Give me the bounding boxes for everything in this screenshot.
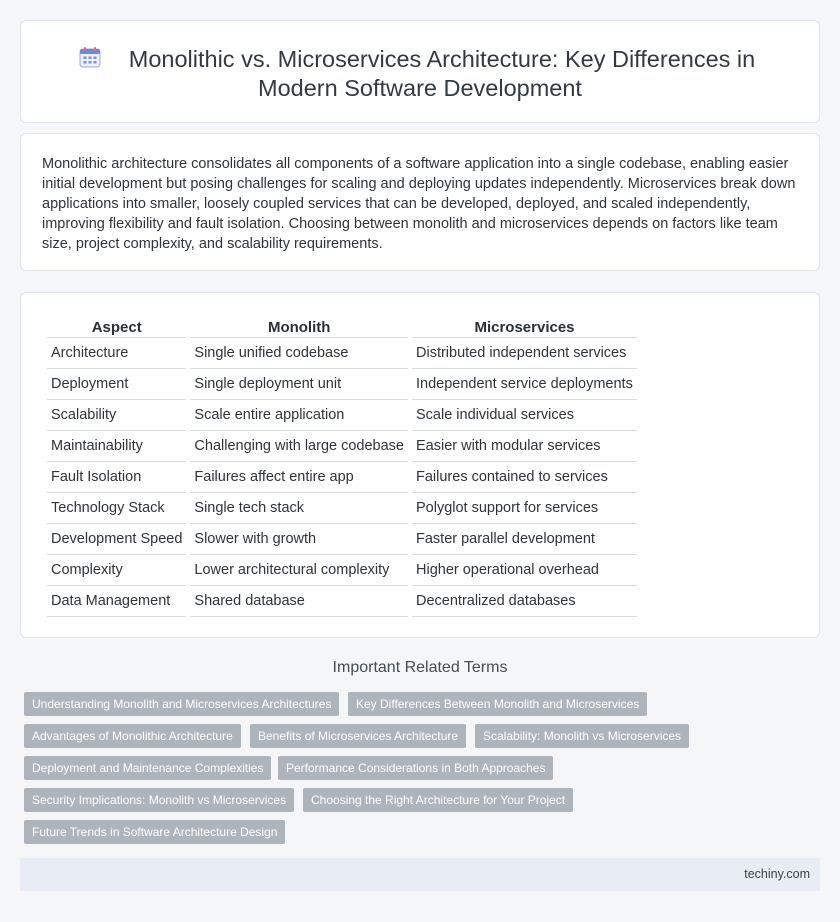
intro-card — [20, 133, 820, 271]
related-term-tag[interactable]: Scalability: Monolith vs Microservices — [475, 724, 689, 748]
table-row — [47, 524, 637, 555]
cell-aspect: Scalability — [47, 400, 186, 431]
related-term-tag[interactable]: Future Trends in Software Architecture Design — [24, 820, 285, 844]
cell-monolith: Lower architectural complexity — [190, 555, 408, 586]
related-term-tag[interactable]: Deployment and Maintenance Complexities — [24, 756, 271, 780]
related-term-tag[interactable]: Security Implications: Monolith vs Microservices — [24, 788, 294, 812]
cell-monolith: Single tech stack — [190, 493, 408, 524]
cell-monolith: Slower with growth — [190, 524, 408, 555]
related-terms-title: Important Related Terms — [332, 659, 508, 676]
related-term-tag[interactable]: Advantages of Monolithic Architecture — [24, 724, 241, 748]
comparison-table — [43, 315, 641, 617]
cell-microservices: Distributed independent services — [412, 338, 637, 369]
cell-monolith: Challenging with large codebase — [190, 431, 408, 462]
table-header-row — [47, 315, 637, 338]
table-row — [47, 369, 637, 400]
title-line-1: Monolithic vs. Microservices Architecture: Key Differences in — [128, 46, 756, 72]
related-term-tag[interactable]: Understanding Monolith and Microservices Architectures — [24, 692, 339, 716]
cell-aspect: Technology Stack — [47, 493, 186, 524]
related-term-tag[interactable]: Performance Considerations in Both Approaches — [278, 756, 553, 780]
cell-aspect: Maintainability — [47, 431, 186, 462]
header-monolith: Monolith — [190, 315, 408, 338]
intro-paragraph: Monolithic architecture consolidates all components of a software application into a single codebase, enabling easier initial development but posing challenges for scaling and deploying updates independently. Microservices break down applications into smaller, loosely coupled services that can be developed, deployed, and scaled independently, improving flexibility and fault isolation. Choosing between monolith and microservices depends on factors like team size, project complexity, and scalability requirements. — [42, 156, 796, 252]
cell-aspect: Complexity — [47, 555, 186, 586]
cell-microservices: Higher operational overhead — [412, 555, 637, 586]
cell-monolith: Shared database — [190, 586, 408, 617]
title-card — [20, 20, 820, 123]
cell-monolith: Failures affect entire app — [190, 462, 408, 493]
cell-microservices: Decentralized databases — [412, 586, 637, 617]
related-term-tag[interactable]: Benefits of Microservices Architecture — [250, 724, 466, 748]
cell-microservices: Independent service deployments — [412, 369, 637, 400]
cell-microservices: Failures contained to services — [412, 462, 637, 493]
cell-monolith: Scale entire application — [190, 400, 408, 431]
table-row — [47, 431, 637, 462]
table-row — [47, 462, 637, 493]
cell-microservices: Faster parallel development — [412, 524, 637, 555]
cell-microservices: Scale individual services — [412, 400, 637, 431]
footer — [20, 858, 820, 891]
header-microservices: Microservices — [412, 315, 637, 338]
title-line-2: Modern Software Development — [258, 75, 582, 101]
cell-microservices: Polyglot support for services — [412, 493, 637, 524]
cell-aspect: Development Speed — [47, 524, 186, 555]
page-title — [21, 45, 819, 103]
cell-aspect: Deployment — [47, 369, 186, 400]
table-row — [47, 400, 637, 431]
cell-monolith: Single deployment unit — [190, 369, 408, 400]
table-row — [47, 555, 637, 586]
table-row — [47, 338, 637, 369]
table-row — [47, 493, 637, 524]
cell-microservices: Easier with modular services — [412, 431, 637, 462]
table-row — [47, 586, 637, 617]
cell-aspect: Fault Isolation — [47, 462, 186, 493]
cell-aspect: Architecture — [47, 338, 186, 369]
header-aspect: Aspect — [47, 315, 186, 338]
cell-monolith: Single unified codebase — [190, 338, 408, 369]
related-term-tag[interactable]: Key Differences Between Monolith and Microservices — [348, 692, 647, 716]
footer-site-link[interactable]: techiny.com — [744, 867, 810, 881]
cell-aspect: Data Management — [47, 586, 186, 617]
comparison-card — [20, 292, 820, 638]
related-term-tag[interactable]: Choosing the Right Architecture for Your Project — [303, 788, 573, 812]
